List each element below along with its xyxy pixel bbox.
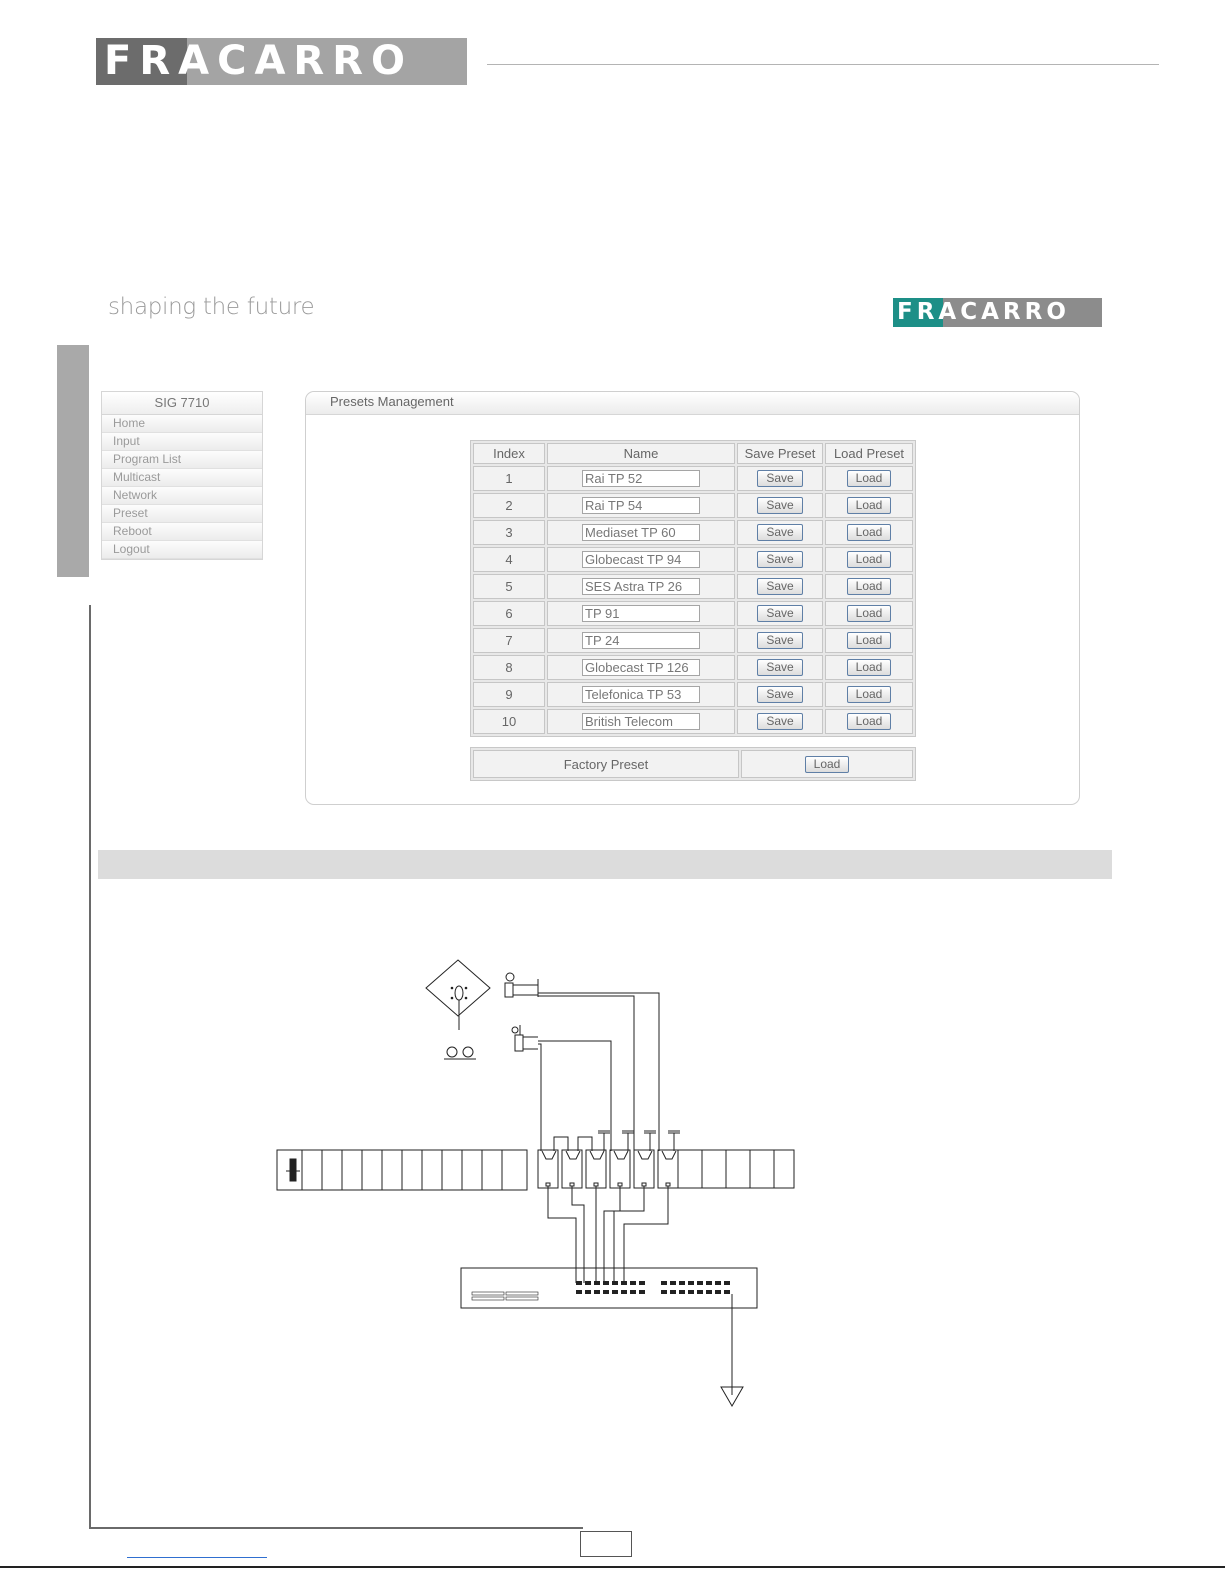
load-cell [825, 547, 913, 572]
save-preset-button[interactable]: Save [757, 497, 802, 514]
column-header-index: Index [473, 443, 545, 464]
factory-preset-label: Factory Preset [473, 750, 739, 778]
column-header-save: Save Preset [737, 443, 823, 464]
load-cell [825, 655, 913, 680]
bottom-margin-line [89, 1527, 583, 1529]
load-preset-button[interactable]: Load [847, 632, 892, 649]
preset-name-cell [547, 601, 735, 626]
sidebar-nav [101, 391, 263, 560]
page-number-box [580, 1531, 632, 1557]
preset-name-field[interactable] [582, 659, 700, 676]
load-preset-button[interactable]: Load [847, 551, 892, 568]
presets-table [470, 440, 916, 737]
column-header-load: Load Preset [825, 443, 913, 464]
load-cell [825, 628, 913, 653]
preset-index: 8 [473, 655, 545, 680]
preset-index: 2 [473, 493, 545, 518]
fracarro-logo [96, 38, 467, 85]
preset-name-field[interactable] [582, 551, 700, 568]
save-cell [737, 628, 823, 653]
preset-index: 9 [473, 682, 545, 707]
save-preset-button[interactable]: Save [757, 578, 802, 595]
preset-name-cell [547, 493, 735, 518]
load-preset-button[interactable]: Load [847, 605, 892, 622]
preset-name-field[interactable] [582, 605, 700, 622]
preset-index: 3 [473, 520, 545, 545]
fracarro-small-logo [893, 298, 1102, 327]
factory-load-button[interactable]: Load [805, 756, 850, 773]
preset-index: 1 [473, 466, 545, 491]
load-preset-button[interactable]: Load [847, 686, 892, 703]
preset-row [473, 493, 913, 518]
preset-row [473, 709, 913, 734]
preset-name-cell [547, 709, 735, 734]
side-tab [57, 345, 89, 577]
preset-index: 7 [473, 628, 545, 653]
preset-index: 6 [473, 601, 545, 626]
footer-rule [0, 1566, 1225, 1568]
load-cell [825, 493, 913, 518]
preset-row [473, 574, 913, 599]
save-preset-button[interactable]: Save [757, 686, 802, 703]
preset-name-field[interactable] [582, 686, 700, 703]
save-cell [737, 682, 823, 707]
connector-top-icon [505, 973, 538, 997]
preset-row [473, 520, 913, 545]
save-preset-button[interactable]: Save [757, 551, 802, 568]
presets-panel [305, 391, 1080, 805]
save-cell [737, 601, 823, 626]
preset-name-field[interactable] [582, 524, 700, 541]
save-cell [737, 520, 823, 545]
save-cell [737, 466, 823, 491]
load-preset-button[interactable]: Load [847, 578, 892, 595]
factory-load-cell [741, 750, 913, 778]
preset-name-field[interactable] [582, 470, 700, 487]
preset-name-cell [547, 520, 735, 545]
load-preset-button[interactable]: Load [847, 470, 892, 487]
connection-diagram [272, 955, 802, 1415]
preset-row [473, 466, 913, 491]
column-header-name: Name [547, 443, 735, 464]
preset-name-field[interactable] [582, 578, 700, 595]
save-preset-button[interactable]: Save [757, 524, 802, 541]
nav-item-logout[interactable]: Logout [102, 541, 262, 559]
save-preset-button[interactable]: Save [757, 713, 802, 730]
preset-name-cell [547, 655, 735, 680]
preset-rows [473, 466, 913, 734]
preset-row [473, 655, 913, 680]
save-preset-button[interactable]: Save [757, 632, 802, 649]
save-preset-button[interactable]: Save [757, 659, 802, 676]
load-cell [825, 574, 913, 599]
panel-header [306, 392, 1079, 415]
nav-item-program-list[interactable]: Program List [102, 451, 262, 469]
left-margin-line [89, 605, 91, 1529]
connector-bottom-icon [512, 1025, 538, 1051]
preset-name-cell [547, 466, 735, 491]
preset-name-cell [547, 547, 735, 572]
save-cell [737, 655, 823, 680]
save-cell [737, 547, 823, 572]
save-preset-button[interactable]: Save [757, 605, 802, 622]
nav-item-reboot[interactable]: Reboot [102, 523, 262, 541]
load-preset-button[interactable]: Load [847, 659, 892, 676]
headend-rack [277, 1131, 794, 1190]
fracarro-small-logo-text: FRACARRO [897, 299, 1070, 325]
tagline: shaping the future [108, 294, 315, 320]
fracarro-logo-text: FRACARRO [104, 38, 413, 84]
load-cell [825, 682, 913, 707]
preset-index: 10 [473, 709, 545, 734]
preset-row [473, 547, 913, 572]
load-preset-button[interactable]: Load [847, 497, 892, 514]
section-heading-bar [98, 850, 1112, 879]
panel-title: Presets Management [330, 394, 454, 409]
preset-index: 4 [473, 547, 545, 572]
lnb-icon [444, 1047, 476, 1059]
preset-index: 5 [473, 574, 545, 599]
satellite-dish-icon [426, 960, 490, 1030]
preset-name-field[interactable] [582, 632, 700, 649]
nav-item-multicast[interactable]: Multicast [102, 469, 262, 487]
footer-link[interactable] [127, 1557, 267, 1558]
nav-item-network[interactable]: Network [102, 487, 262, 505]
load-cell [825, 466, 913, 491]
save-cell [737, 493, 823, 518]
preset-name-field[interactable] [582, 497, 700, 514]
nav-item-home[interactable]: Home [102, 415, 262, 433]
factory-preset-table [470, 747, 916, 781]
preset-name-cell [547, 574, 735, 599]
preset-row [473, 628, 913, 653]
load-preset-button[interactable]: Load [847, 713, 892, 730]
load-cell [825, 520, 913, 545]
load-preset-button[interactable]: Load [847, 524, 892, 541]
preset-name-cell [547, 628, 735, 653]
header-rule [487, 64, 1159, 65]
nav-item-preset[interactable]: Preset [102, 505, 262, 523]
load-cell [825, 709, 913, 734]
nav-item-input[interactable]: Input [102, 433, 262, 451]
network-switch [461, 1268, 757, 1308]
save-cell [737, 709, 823, 734]
preset-name-cell [547, 682, 735, 707]
save-preset-button[interactable]: Save [757, 470, 802, 487]
load-cell [825, 601, 913, 626]
preset-name-field[interactable] [582, 713, 700, 730]
device-title: SIG 7710 [102, 392, 262, 415]
preset-row [473, 601, 913, 626]
preset-row [473, 682, 913, 707]
save-cell [737, 574, 823, 599]
